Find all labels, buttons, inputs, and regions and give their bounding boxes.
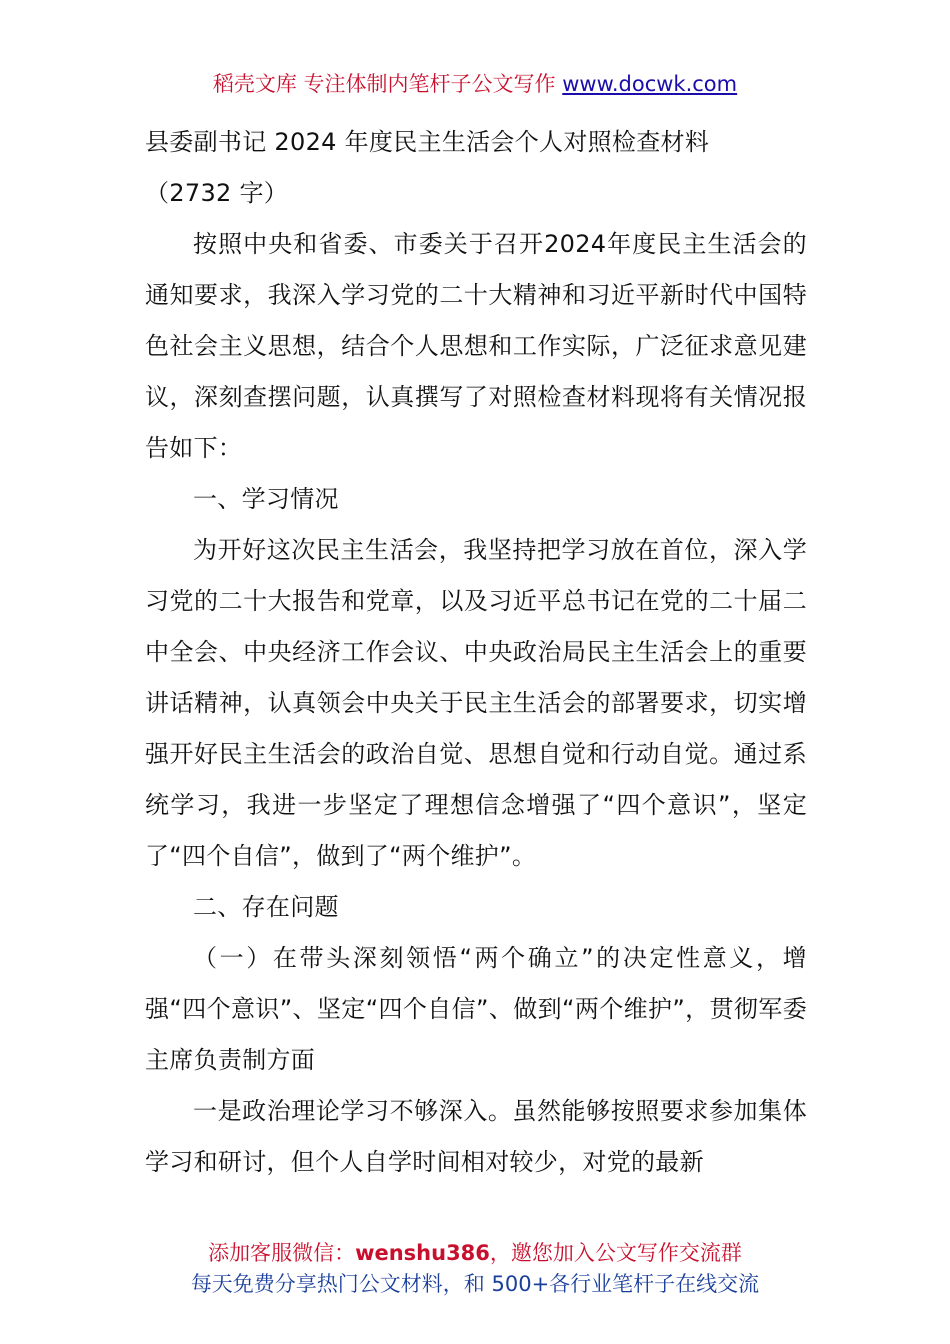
section-1-paragraph: 为开好这次民主生活会，我坚持把学习放在首位，深入学习党的二十大报告和党章，以及习近平总书记在党的二十届二中全会、中央经济工作会议、中央政治局民主生活会上的重要讲话精神，认真领会中央关于民主生活会的部署要求，切实增强开好民主生活会的政治自觉、思想自觉和行动自觉。通过系统学习，我进一步坚定了理想信念增强了“四个意识”，坚定了“四个自信”，做到了“两个维护”。 [145, 536, 807, 870]
document-word-count: （2732 字） [145, 179, 289, 207]
section-2-heading: 二、存在问题 [193, 893, 339, 921]
document-body [145, 117, 807, 1188]
point-1-paragraph: 一是政治理论学习不够深入。虽然能够按照要求参加集体学习和研讨，但个人自学时间相对较少，对党的最新 [145, 1097, 807, 1176]
subsection-1-heading: （一）在带头深刻领悟“两个确立”的决定性意义，增强“四个意识”、坚定“四个自信”、做到“两个维护”，贯彻军委主席负责制方面 [145, 944, 807, 1074]
promo-footer [0, 1238, 950, 1300]
footer-wechat-id: wenshu386 [355, 1241, 490, 1265]
footer-line-2: 每天免费分享热门公文材料，和 500+各行业笔杆子在线交流 [190, 1272, 760, 1296]
footer-wechat-prefix: 添加客服微信： [208, 1241, 356, 1265]
footer-line-1 [0, 1238, 950, 1269]
site-url-link[interactable]: www.docwk.com [562, 72, 738, 96]
site-header [0, 68, 950, 100]
intro-paragraph: 按照中央和省委、市委关于召开2024年度民主生活会的通知要求，我深入学习党的二十大精神和习近平新时代中国特色社会主义思想，结合个人思想和工作实际，广泛征求意见建议，深刻查摆问题，认真撰写了对照检查材料现将有关情况报告如下： [145, 230, 807, 462]
document-title: 县委副书记 2024 年度民主生活会个人对照检查材料 [145, 128, 710, 156]
site-brand: 稻壳文库 专注体制内笔杆子公文写作 [212, 72, 556, 96]
section-1-heading: 一、学习情况 [193, 485, 339, 513]
footer-wechat-suffix: ，邀您加入公文写作交流群 [489, 1241, 742, 1265]
